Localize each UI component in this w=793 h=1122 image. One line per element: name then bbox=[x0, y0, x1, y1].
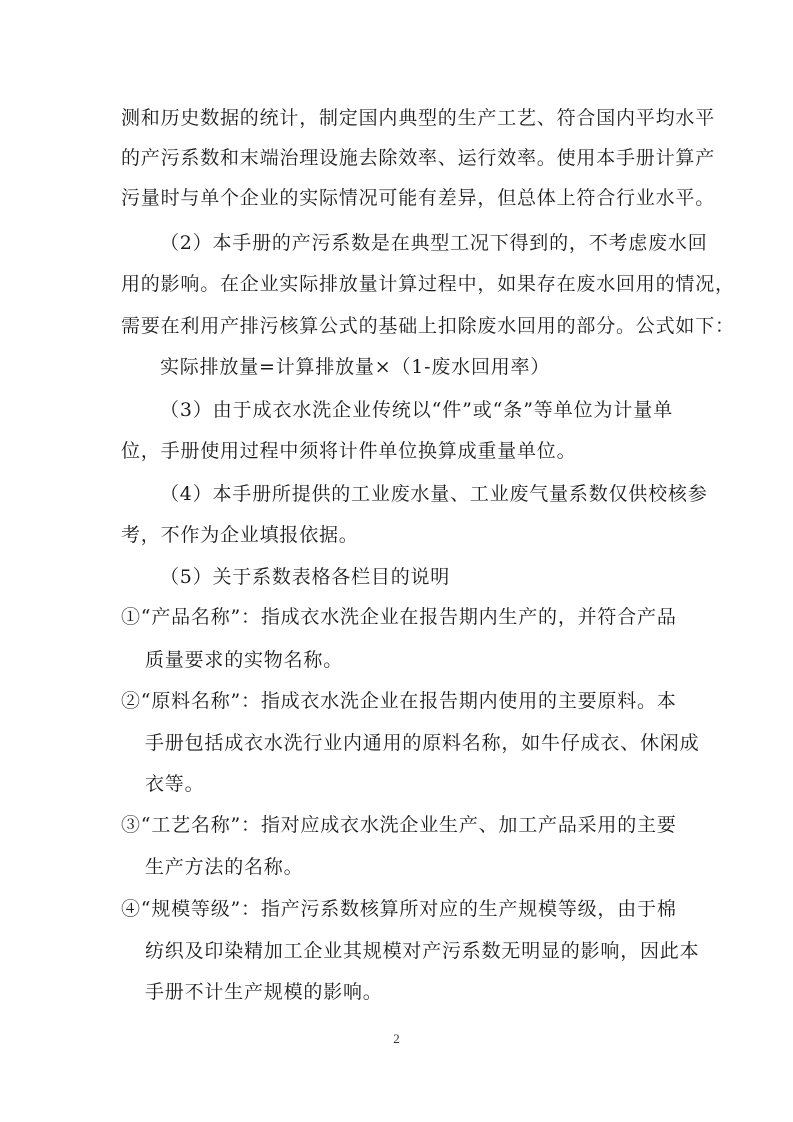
list-item-line: 手册包括成衣水洗行业内通用的原料名称，如牛仔成衣、休闲成 bbox=[145, 732, 700, 754]
paragraph-line: 位，手册使用过程中须将计件单位换算成重量单位。 bbox=[121, 440, 577, 462]
paragraph-line: 考，不作为企业填报依据。 bbox=[121, 524, 359, 546]
paragraph-line: （4）本手册所提供的工业废水量、工业废气量系数仅供校核参 bbox=[160, 483, 708, 505]
list-item-line: ④“规模等级”：指产污系数核算所对应的生产规模等级，由于棉 bbox=[121, 898, 677, 920]
paragraph-line: 用的影响。在企业实际排放量计算过程中，如果存在废水回用的情况， bbox=[121, 273, 735, 295]
paragraph-line: 的产污系数和末端治理设施去除效率、运行效率。使用本手册计算产 bbox=[121, 147, 716, 169]
paragraph-line: 测和历史数据的统计，制定国内典型的生产工艺、符合国内平均水平 bbox=[121, 107, 716, 129]
paragraph-line: 污量时与单个企业的实际情况可能有差异，但总体上符合行业水平。 bbox=[121, 187, 716, 209]
list-item-line: 衣等。 bbox=[145, 773, 205, 795]
paragraph-line: 需要在利用产排污核算公式的基础上扣除废水回用的部分。公式如下： bbox=[121, 315, 735, 337]
list-item-line: 质量要求的实物名称。 bbox=[145, 649, 344, 671]
formula-line: 实际排放量=计算排放量×（1-废水回用率） bbox=[160, 356, 551, 378]
list-item-line: ②“原料名称”：指成衣水洗企业在报告期内使用的主要原料。本 bbox=[121, 690, 677, 712]
list-item-line: 纺织及印染精加工企业其规模对产污系数无明显的影响，因此本 bbox=[145, 940, 700, 962]
paragraph-line: （3）由于成衣水洗企业传统以“件”或“条”等单位为计量单 bbox=[160, 399, 673, 421]
list-item-line: 生产方法的名称。 bbox=[145, 856, 304, 878]
paragraph-line: （2）本手册的产污系数是在典型工况下得到的，不考虑废水回 bbox=[160, 232, 708, 254]
section-heading: （5）关于系数表格各栏目的说明 bbox=[160, 566, 451, 588]
list-item-line: ③“工艺名称”：指对应成衣水洗企业生产、加工产品采用的主要 bbox=[121, 814, 677, 836]
list-item-line: ①“产品名称”：指成衣水洗企业在报告期内生产的，并符合产品 bbox=[121, 606, 677, 628]
list-item-line: 手册不计生产规模的影响。 bbox=[145, 981, 383, 1003]
page-number: 2 bbox=[393, 1031, 400, 1046]
